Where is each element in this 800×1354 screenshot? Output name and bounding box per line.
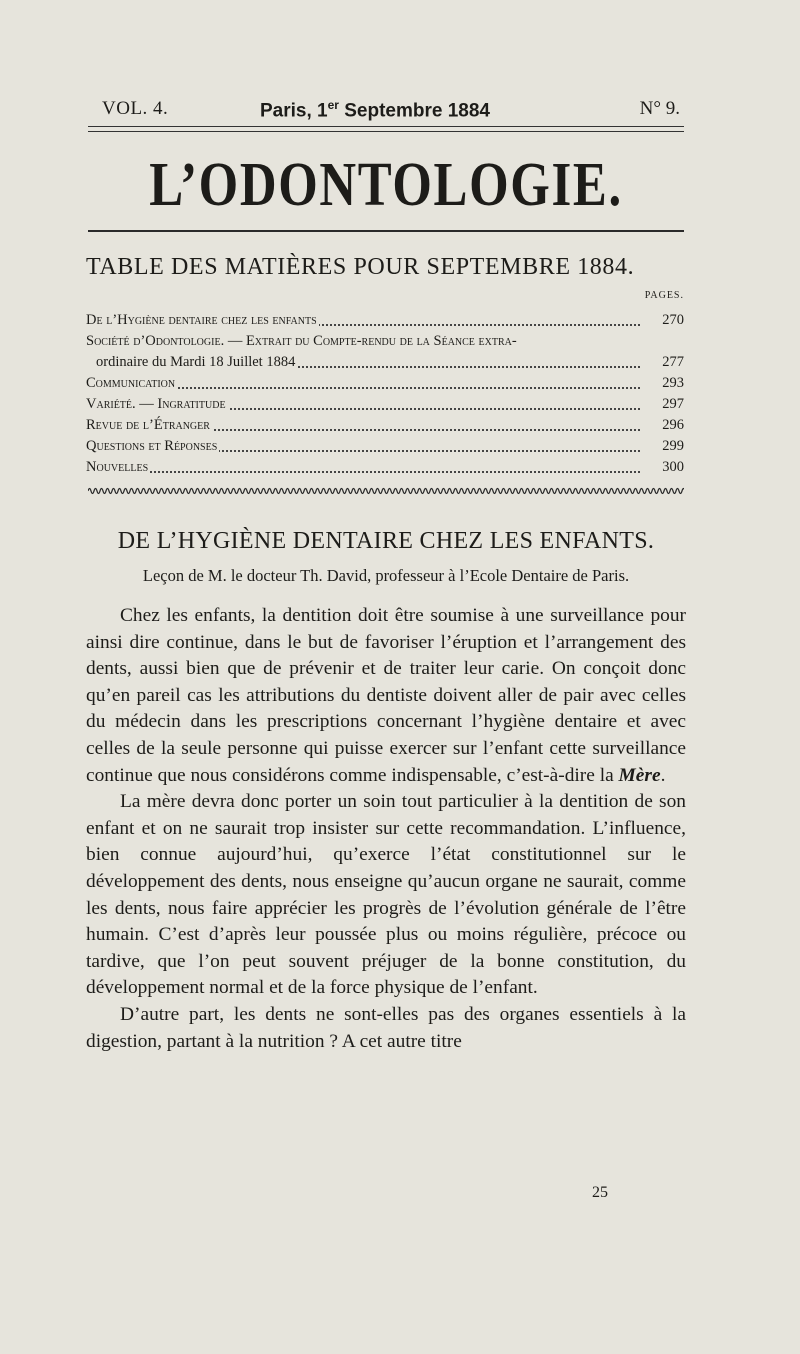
toc-entry[interactable]: [86, 331, 684, 352]
toc-entry-page: 270: [644, 310, 684, 331]
toc-entry[interactable]: [86, 436, 684, 457]
toc-entry-title: Revue de l’Étranger: [86, 417, 210, 433]
issue-number: N° 9.: [639, 98, 680, 119]
toc-entry[interactable]: [86, 352, 684, 373]
wavy-divider: [88, 484, 684, 498]
toc-entry-title: Questions et Réponses: [86, 438, 218, 454]
paragraph: La mère devra donc porter un soin tout particulier à la dentition de son enfant et on ne saurait trop insister sur cette recommandation. L’influence, bien connue aujourd’hui, qu’exerce l’état constitutionnel sur le développement des dents, nous enseigne qu’aucun organe ne saurait, comme les dents, nous faire apprécier les progrès de l’évolution générale de l’être humain. C’est d’après leur poussée plus ou moins régulière, précoce ou tardive, que l’on peut souvent préjuger de la bonne constitution, du développement normal et de la force physique de l’enfant.: [86, 791, 686, 999]
toc-entry-page: 277: [644, 352, 684, 373]
toc-pages-label: PAGES.: [644, 290, 684, 301]
toc-entry-page: 299: [644, 436, 684, 457]
masthead-rule: [88, 230, 684, 232]
toc-entry[interactable]: [86, 310, 684, 331]
header-double-rule: [88, 126, 684, 132]
toc-entry-title: ordinaire du Mardi 18 Juillet 1884: [86, 354, 297, 370]
table-of-contents: [86, 310, 684, 478]
toc-entry-page: 293: [644, 373, 684, 394]
running-header: [102, 98, 680, 122]
toc-entry[interactable]: [86, 415, 684, 436]
toc-entry[interactable]: [86, 457, 684, 478]
article-body: [86, 603, 686, 1055]
toc-entry[interactable]: [86, 394, 684, 415]
toc-entry-title: Communication: [86, 375, 176, 391]
journal-masthead: L’ODONTOLOGIE.: [149, 151, 623, 219]
page-number: 25: [592, 1184, 608, 1201]
issue-date: Paris, 1er Septembre 1884: [260, 98, 490, 122]
volume-label: VOL. 4.: [102, 98, 169, 119]
toc-entry-page: 300: [644, 457, 684, 478]
toc-entry-title: Variété. — Ingratitude: [86, 396, 226, 412]
article-title: DE L’HYGIÈNE DENTAIRE CHEZ LES ENFANTS.: [117, 528, 655, 554]
paragraph: D’autre part, les dents ne sont-elles pas des organes essentiels à la digestion, partant à la nutrition ? A cet autre titre: [86, 1003, 686, 1052]
paragraph: Chez les enfants, la dentition doit être soumise à une surveillance pour ainsi dire continue, dans le but de favoriser l’éruption et l’arrangement des dents, aussi bien que de prévenir et de traiter leur carie. On conçoit donc qu’en pareil cas les attributions du dentiste doivent aller de pair avec celles du médecin dans les prescriptions concernant l’hygiène dentaire et avec celles de la seule personne qui puisse exercer sur l’enfant cette surveillance continue que nous considérons comme indispensable, c’est-à-dire la Mère.: [86, 605, 686, 786]
toc-entry-page: 296: [644, 415, 684, 436]
article-byline: Leçon de M. le docteur Th. David, professeur à l’Ecole Dentaire de Paris.: [142, 566, 630, 585]
toc-entry-title: De l’Hygiène dentaire chez les enfants: [86, 312, 317, 328]
toc-entry-title: Société d’Odontologie. — Extrait du Compte-rendu de la Séance extra-: [86, 333, 517, 349]
toc-entry-page: 297: [644, 394, 684, 415]
toc-entry[interactable]: [86, 373, 684, 394]
toc-entry-title: Nouvelles: [86, 459, 149, 475]
toc-title: TABLE DES MATIÈRES POUR SEPTEMBRE 1884.: [86, 254, 635, 280]
